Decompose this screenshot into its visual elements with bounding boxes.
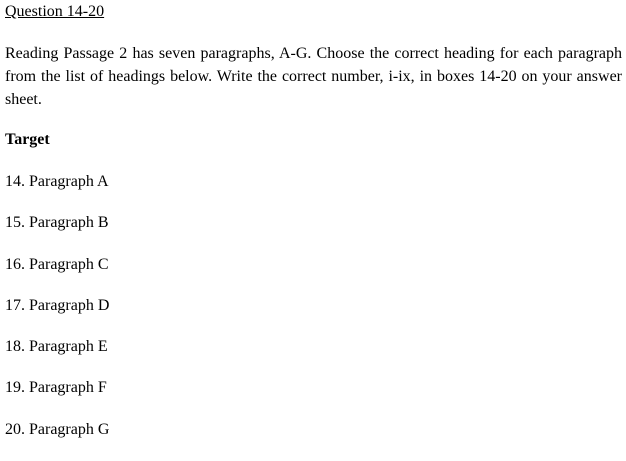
paragraph-item: 14. Paragraph A <box>5 173 109 190</box>
target-label: Target <box>5 131 50 148</box>
paragraph-item: 16. Paragraph C <box>5 255 109 273</box>
paragraph-item: 18. Paragraph E <box>5 338 108 356</box>
paragraph-list <box>5 172 109 461</box>
paragraph-item: 15. Paragraph B <box>5 214 109 232</box>
paragraph-item: 19. Paragraph F <box>5 379 107 397</box>
question-instructions: Reading Passage 2 has seven paragraphs, A-G. Choose the correct heading for each paragraph from the list of headings below. Write the correct number, i-ix, in boxes 14-20 on your answer sheet. <box>5 45 622 108</box>
paragraph-item: 20. Paragraph G <box>5 420 110 438</box>
paragraph-item: 17. Paragraph D <box>5 296 110 314</box>
question-heading: Question 14-20 <box>5 3 105 20</box>
